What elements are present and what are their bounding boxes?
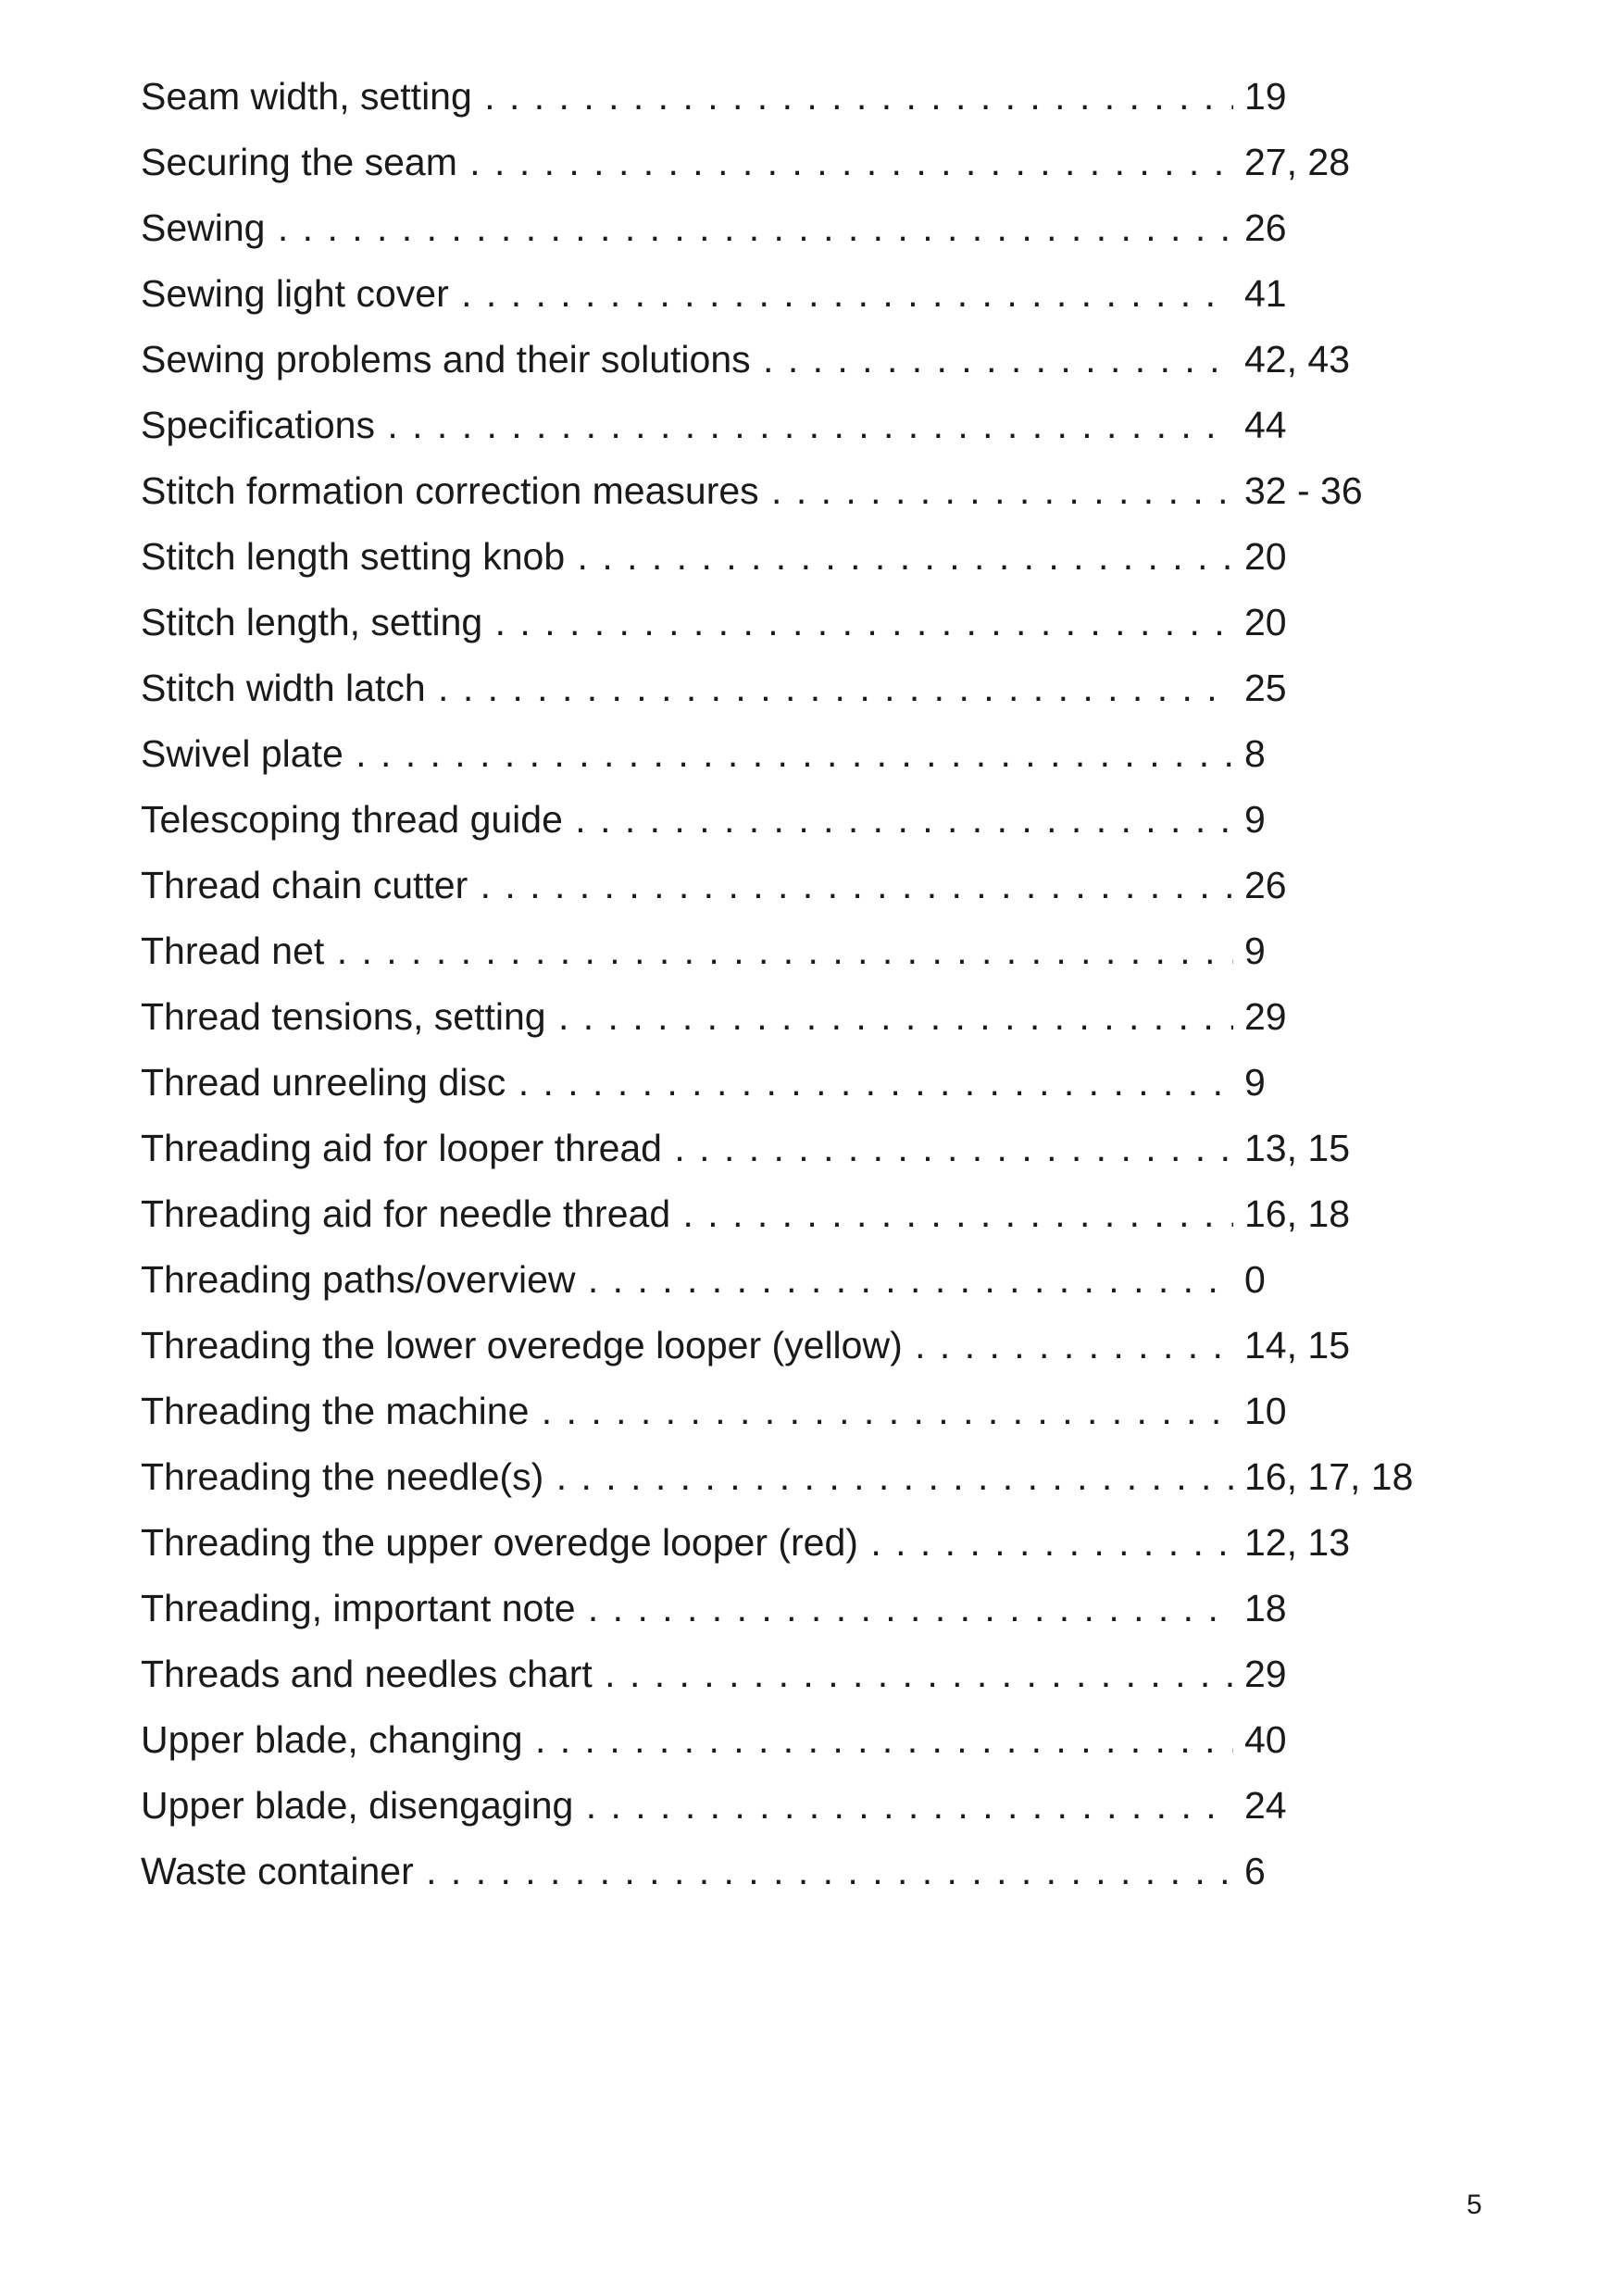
index-entry [141, 1515, 1437, 1580]
entry-term: Stitch length setting knob . . . [141, 529, 1233, 584]
index-entry [141, 1054, 1437, 1120]
entry-pages: 40 [1244, 1718, 1287, 1761]
index-list [141, 69, 1437, 1909]
entry-term: Threading, important note . . . [141, 1580, 1233, 1636]
index-entry [141, 69, 1437, 134]
index-entry [141, 857, 1437, 923]
entry-pages: 25 [1244, 667, 1287, 709]
index-entry [141, 1317, 1437, 1383]
entry-pages: 10 [1244, 1390, 1287, 1432]
entry-pages: 12, 13 [1244, 1521, 1350, 1564]
index-entry [141, 594, 1437, 660]
index-entry [141, 266, 1437, 331]
index-entry [141, 1646, 1437, 1712]
index-entry [141, 331, 1437, 397]
entry-pages: 19 [1244, 75, 1287, 118]
entry-term: Swivel plate . . . [141, 726, 1233, 781]
index-entry [141, 1252, 1437, 1317]
entry-term: Waste container . . . [141, 1843, 1233, 1899]
entry-term: Threading the needle(s) . . . [141, 1449, 1233, 1504]
entry-pages: 24 [1244, 1784, 1287, 1827]
entry-pages: 13, 15 [1244, 1127, 1350, 1169]
index-entry [141, 200, 1437, 266]
entry-pages: 0 [1244, 1258, 1266, 1301]
index-entry [141, 1580, 1437, 1646]
entry-pages: 8 [1244, 732, 1266, 775]
entry-term: Sewing light cover . . . [141, 266, 1233, 321]
entry-term: Upper blade, disengaging . . . [141, 1778, 1233, 1833]
entry-pages: 41 [1244, 272, 1287, 315]
entry-term: Specifications . . . [141, 397, 1233, 453]
entry-term: Threading the lower overedge looper (yellow) . . . [141, 1317, 1233, 1373]
index-entry [141, 529, 1437, 594]
entry-term: Thread tensions, setting . . . [141, 989, 1233, 1044]
entry-pages: 29 [1244, 995, 1287, 1038]
entry-pages: 18 [1244, 1587, 1287, 1629]
entry-pages: 32 - 36 [1244, 469, 1363, 512]
entry-pages: 9 [1244, 798, 1266, 841]
entry-term: Threading aid for looper thread . . . [141, 1120, 1233, 1176]
entry-pages: 20 [1244, 601, 1287, 643]
entry-term: Stitch formation correction measures . . . [141, 463, 1233, 518]
entry-term: Threading the machine . . . [141, 1383, 1233, 1439]
entry-term: Sewing . . . [141, 200, 1233, 256]
entry-pages: 26 [1244, 864, 1287, 906]
entry-pages: 14, 15 [1244, 1324, 1350, 1366]
entry-term: Sewing problems and their solutions . . . [141, 331, 1233, 387]
entry-pages: 42, 43 [1244, 338, 1350, 381]
entry-term: Telescoping thread guide . . . [141, 792, 1233, 847]
entry-term: Stitch width latch . . . [141, 660, 1233, 716]
index-entry [141, 923, 1437, 989]
entry-term: Upper blade, changing . . . [141, 1712, 1233, 1767]
entry-pages: 9 [1244, 930, 1266, 972]
entry-term: Thread net . . . [141, 923, 1233, 979]
entry-pages: 27, 28 [1244, 141, 1350, 183]
index-entry [141, 1186, 1437, 1252]
entry-pages: 16, 18 [1244, 1192, 1350, 1235]
entry-term: Securing the seam . . . [141, 134, 1233, 190]
index-entry [141, 989, 1437, 1054]
index-entry [141, 463, 1437, 529]
entry-term: Thread unreeling disc . . . [141, 1054, 1233, 1110]
index-entry [141, 1383, 1437, 1449]
index-entry [141, 1120, 1437, 1186]
index-entry [141, 397, 1437, 463]
index-entry [141, 1843, 1437, 1909]
entry-pages: 6 [1244, 1850, 1266, 1892]
index-entry [141, 1778, 1437, 1843]
entry-pages: 16, 17, 18 [1244, 1455, 1414, 1498]
entry-term: Threading the upper overedge looper (red) . . . [141, 1515, 1233, 1570]
index-entry [141, 1449, 1437, 1515]
entry-term: Threading paths/overview . . . [141, 1252, 1233, 1307]
entry-term: Thread chain cutter . . . [141, 857, 1233, 913]
entry-pages: 9 [1244, 1061, 1266, 1104]
index-entry [141, 726, 1437, 792]
index-entry [141, 660, 1437, 726]
page-number: 5 [1467, 2190, 1482, 2220]
entry-pages: 20 [1244, 535, 1287, 578]
entry-term: Stitch length, setting . . . [141, 594, 1233, 650]
entry-term: Seam width, setting . . . [141, 69, 1233, 124]
entry-pages: 29 [1244, 1653, 1287, 1695]
entry-pages: 44 [1244, 404, 1287, 446]
index-entry [141, 134, 1437, 200]
entry-term: Threads and needles chart . . . [141, 1646, 1233, 1702]
index-entry [141, 1712, 1437, 1778]
index-entry [141, 792, 1437, 857]
entry-pages: 26 [1244, 206, 1287, 249]
entry-term: Threading aid for needle thread . . . [141, 1186, 1233, 1242]
